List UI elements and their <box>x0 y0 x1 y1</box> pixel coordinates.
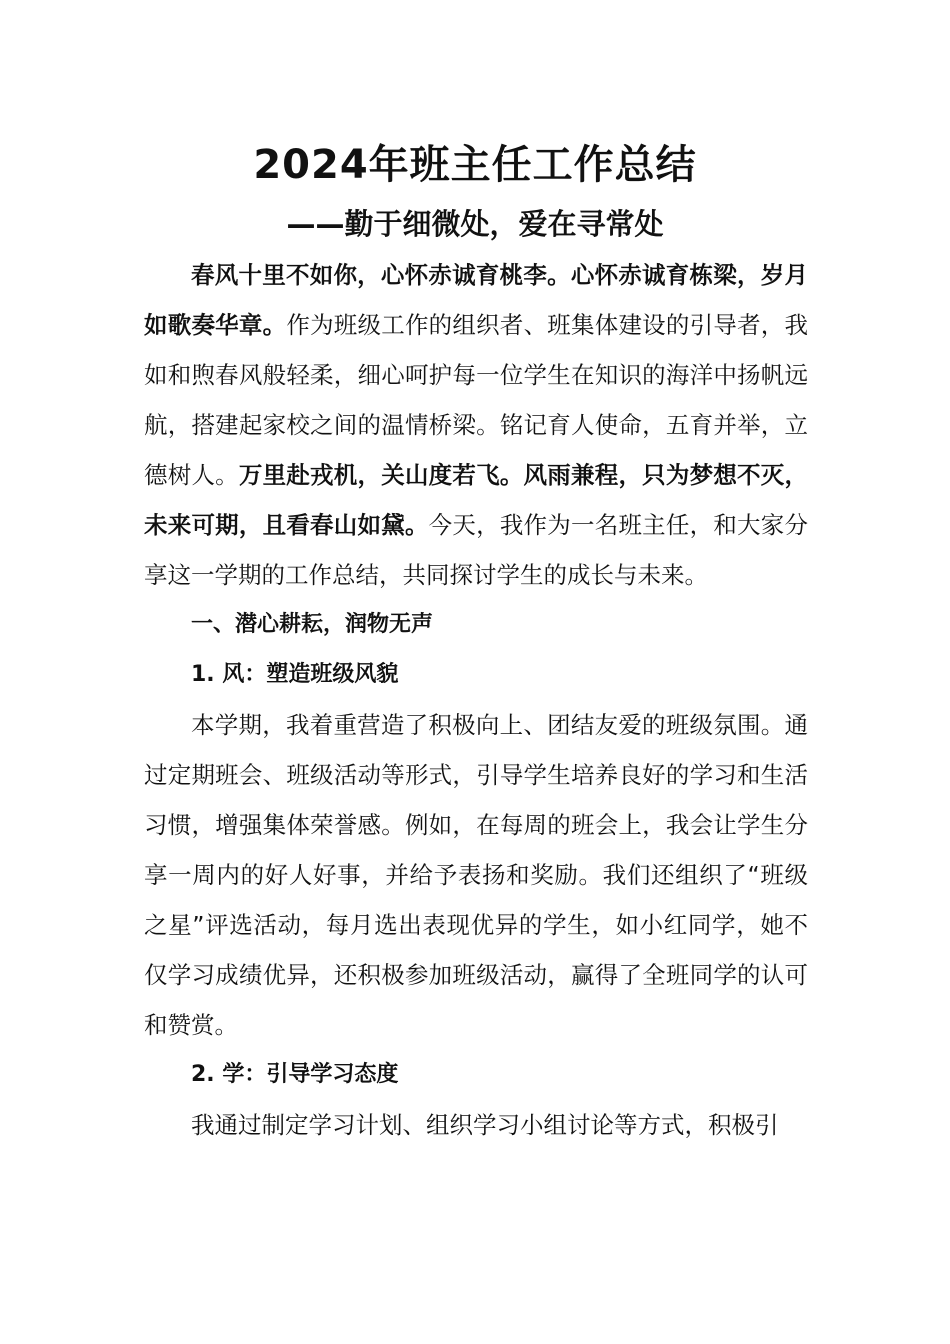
intro-text-1: 作为班级工作的组织者、班集体建设的引导者，我如和煦春风般轻柔，细心呵护每一位学生在知识的海洋中扬帆远航，搭建起家校之间的温情桥梁。铭记育人使命，五育并举，立德树人。 <box>144 311 809 489</box>
sub-2-paragraph: 我通过制定学习计划、组织学习小组讨论等方式，积极引 <box>191 1111 779 1139</box>
sub-1-heading: 1. 风：塑造班级风貌 <box>191 662 399 687</box>
document-title: 2024年班主任工作总结 <box>253 142 697 188</box>
intro-text-2: 今天，我作为一名班主任，和大家分享这一学期的工作总结，共同探讨学生的成长与未来。 <box>144 511 809 589</box>
sub-2-heading: 2. 学：引导学习态度 <box>191 1062 399 1087</box>
document-body <box>144 250 808 1150</box>
intro-bold-1: 春风十里不如你，心怀赤诚育桃李。心怀赤诚育栋梁，岁月如歌奏华章。 <box>144 261 808 339</box>
intro-paragraph <box>144 250 808 600</box>
intro-bold-2: 万里赴戎机，关山度若飞。风雨兼程，只为梦想不灭，未来可期，且看春山如黛。 <box>144 461 809 539</box>
section-1-heading: 一、潜心耕耘，润物无声 <box>191 612 434 637</box>
sub-1-paragraph: 本学期，我着重营造了积极向上、团结友爱的班级氛围。通过定期班会、班级活动等形式，引导学生培养良好的学习和生活习惯，增强集体荣誉感。例如，在每周的班会上，我会让学生分享一周内的好人好事，并给予表扬和奖励。我们还组织了“班级之星”评选活动，每月选出表现优异的学生，如小红同学，她不仅学习成绩优异，还积极参加班级活动，赢得了全班同学的认可和赞赏。 <box>144 711 808 1039</box>
document-subtitle: ——勤于细微处，爱在寻常处 <box>286 207 664 241</box>
